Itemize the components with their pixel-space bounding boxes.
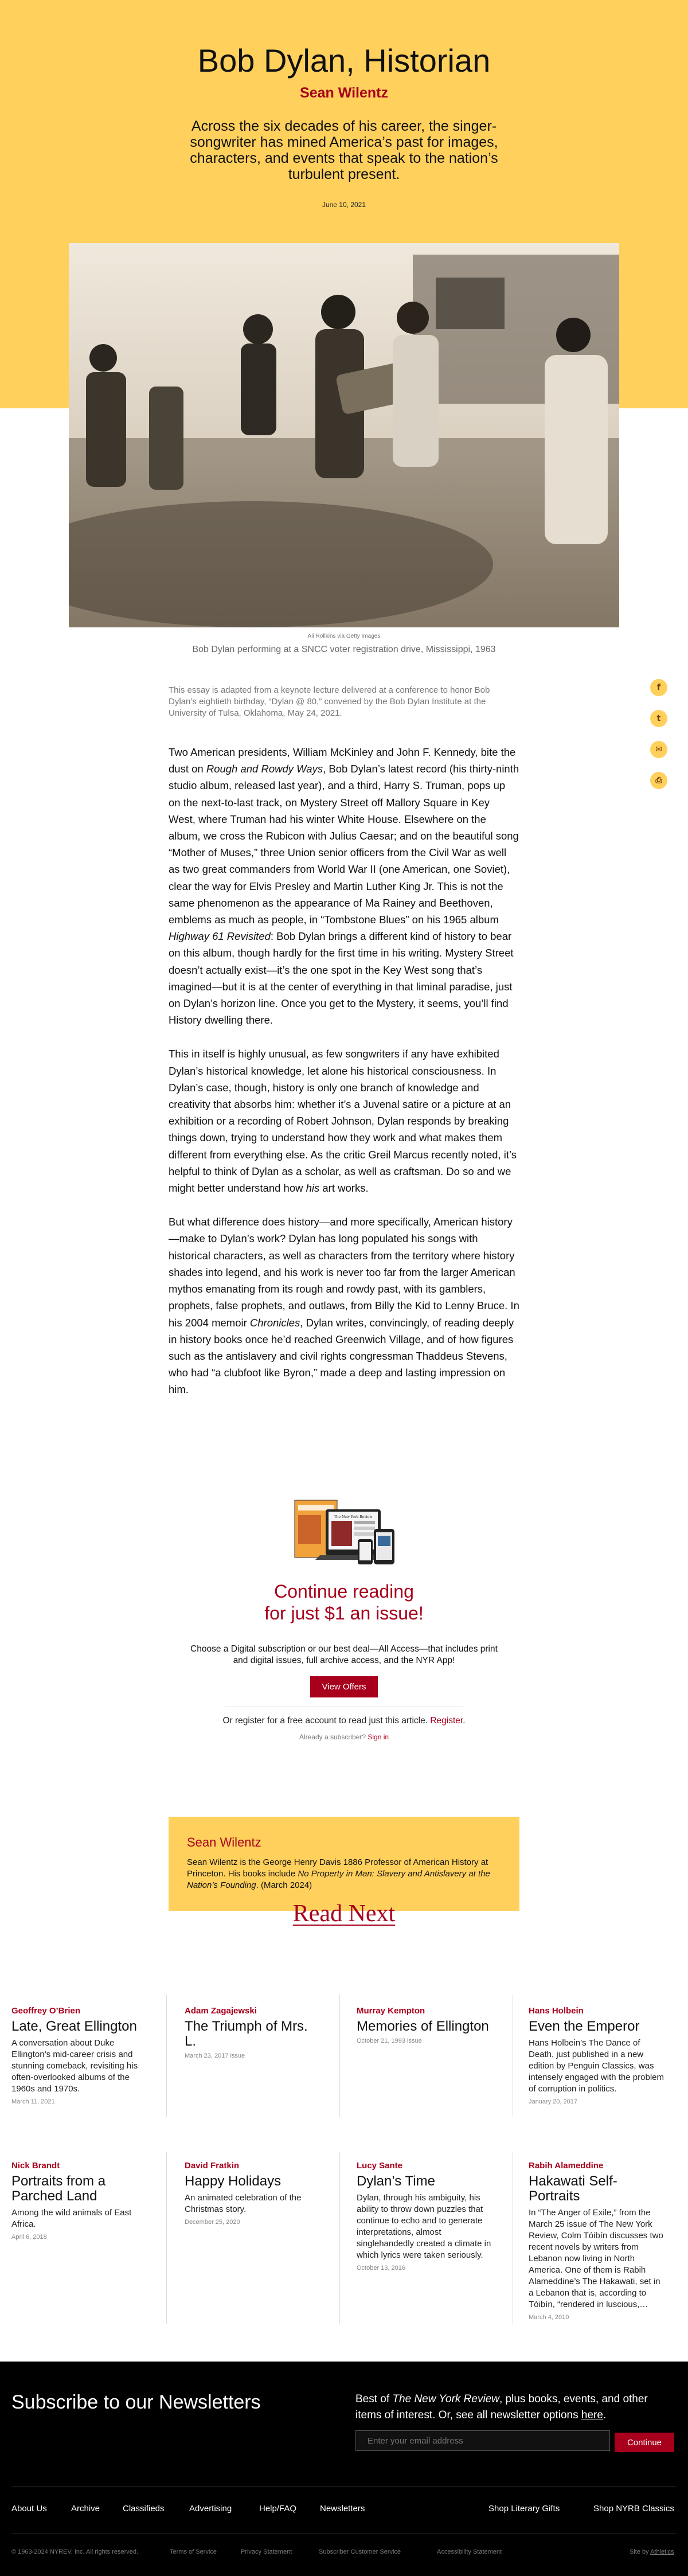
card-divider [339, 1995, 340, 2117]
twitter-share-icon[interactable]: t [650, 710, 667, 727]
view-offers-button[interactable]: View Offers [310, 1676, 378, 1697]
card-description: In “The Anger of Exile,” from the March 25 issue of The New York Review, Colm Tóibín discusses two recent novels by writers from Lebanon now living in North America. One of them is Rabih Alameddine’s The Hakawati, set in a Lebanon that is, according to Tóibín, “rendered in luscious,… [529, 2208, 663, 2309]
hero-photo [69, 243, 619, 627]
photo-image [69, 243, 619, 627]
footer-link-privacy[interactable]: Privacy Statement [241, 2548, 292, 2555]
card-author[interactable]: Nick Brandt [11, 2161, 60, 2171]
card-author[interactable]: David Fratkin [185, 2161, 240, 2171]
article-note: This essay is adapted from a keynote lecture delivered at a conference to honor Bob Dylan’s eightieth birthday, “Dylan @ 80,” convened by the Bob Dylan Institute at the University of Tulsa, Oklahoma, May 24, 2021. [169, 685, 490, 718]
card-date: December 25, 2020 [185, 2219, 240, 2226]
card-title[interactable]: Memories of Ellington [357, 2019, 489, 2034]
read-next-card[interactable] [185, 2161, 330, 2226]
card-date: October 13, 2016 [357, 2265, 406, 2271]
article-body [169, 744, 519, 1415]
facebook-share-icon[interactable]: f [650, 679, 667, 696]
photo-credit: Ali Rollkins via Getty Images [307, 633, 381, 639]
read-next-card[interactable] [185, 2006, 330, 2059]
card-date: March 11, 2021 [11, 2098, 55, 2105]
copyright-text: © 1963-2024 NYREV, Inc. All rights reserved. [11, 2548, 139, 2555]
card-title[interactable]: Even the Emperor [529, 2019, 640, 2034]
card-divider [166, 1995, 167, 2117]
read-next-heading: Read Next [292, 1900, 396, 1927]
card-date: March 23, 2017 issue [185, 2052, 245, 2059]
card-title[interactable]: Dylan’s Time [357, 2173, 435, 2189]
article-dek: Across the six decades of his career, the singer-songwriter has mined America’s past for images, characters, and events that speak to the nation’s turbulent present. [190, 118, 498, 182]
paywall-text: Choose a Digital subscription or our best deal—All Access—that includes print and digital issues, full archive access, and the NYR App! [190, 1644, 498, 1665]
photo-caption: Bob Dylan performing at a SNCC voter registration drive, Mississippi, 1963 [192, 645, 496, 654]
footer-link-customer-service[interactable]: Subscriber Customer Service [319, 2548, 401, 2555]
footer-link-advertising[interactable]: Advertising [189, 2504, 232, 2513]
card-description: A conversation about Duke Ellington’s mid-career crisis and stunning comeback, revisiting his often-overlooked albums of the 1960s and 1970s. [11, 2038, 138, 2094]
card-description: An animated celebration of the Christmas story. [185, 2193, 302, 2214]
card-title[interactable]: Happy Holidays [185, 2173, 282, 2189]
read-next-card[interactable] [357, 2006, 502, 2044]
paywall-fade [155, 1399, 533, 1491]
email-share-icon[interactable]: ✉ [650, 741, 667, 758]
article-title: Bob Dylan, Historian [197, 42, 491, 79]
article-paragraph: But what difference does history—and more specifically, American history—make to Dylan’s work? Dylan has long populated his songs with historical characters, as well as characters from the territory where history shades into legend, and his work is never too far from the larger American mythos emanating from its rough and rowdy past, with its gamblers, prophets, false prophets, and outlaws, from Billy the Kid to Lenny Bruce. In his 2004 memoir Chronicles, Dylan writes, convincingly, of reading deeply in history books once he’d reached Greenwich Village, and of how figures such as the antislavery and civil rights congressman Thaddeus Stevens, who had “a clubfoot like Byron,” made a deep and lasting impression on him. [169, 1216, 519, 1396]
read-next-card[interactable] [11, 2006, 157, 2105]
devices-illustration [290, 1496, 399, 1576]
footer-link-classifieds[interactable]: Classifieds [123, 2504, 165, 2513]
read-next-card[interactable] [357, 2161, 502, 2271]
card-title[interactable]: Hakawati Self-Portraits [529, 2173, 617, 2204]
footer-link-accessibility[interactable]: Accessibility Statement [437, 2548, 502, 2555]
card-author[interactable]: Hans Holbein [529, 2006, 584, 2016]
card-title[interactable]: Portraits from a Parched Land [11, 2173, 106, 2204]
card-author[interactable]: Rabih Alameddine [529, 2161, 604, 2171]
device-magazine-title: The New York Review [334, 1515, 373, 1519]
footer-link-archive[interactable]: Archive [71, 2504, 100, 2513]
card-title[interactable]: The Triumph of Mrs. L. [185, 2019, 308, 2049]
card-author[interactable]: Adam Zagajewski [185, 2006, 257, 2016]
article-author[interactable]: Sean Wilentz [300, 85, 388, 101]
footer-link-help[interactable]: Help/FAQ [259, 2504, 297, 2513]
bio-text: Sean Wilentz is the George Henry Davis 1886 Professor of American History at Princeton. His books include No Property in Man: Slavery and Antislavery at the Nation’s Founding. (March 2024) [187, 1857, 490, 1890]
print-icon[interactable]: ⎙ [650, 772, 667, 789]
newsletter-heading: Subscribe to our Newsletters [11, 2391, 261, 2413]
site-footer [0, 2362, 688, 2576]
article-paragraph: This in itself is highly unusual, as few songwriters if any have exhibited Dylan’s historical knowledge, let alone his historical consciousness. In Dylan’s case, though, history is only one branch of knowledge and creativity that absorbs him: whether it’s a Juvenal satire or a picture at an exhibition or a recording of Robert Johnson, Dylan responds by breaking things down, trying to understand how they work and what makes them different from everything else. As the critic Greil Marcus recently noted, it’s helpful to think of Dylan as a scholar, as well as craftsman. Do so and we might better understand how his art works. [169, 1048, 517, 1195]
register-link[interactable]: Register. [430, 1716, 466, 1726]
card-author[interactable]: Murray Kempton [357, 2006, 425, 2016]
publish-date: June 10, 2021 [322, 201, 366, 209]
newsletter-continue-button[interactable]: Continue [615, 2433, 674, 2452]
read-next-card[interactable] [529, 2161, 674, 2321]
footer-link-newsletters[interactable]: Newsletters [320, 2504, 365, 2513]
footer-link-terms[interactable]: Terms of Service [170, 2548, 217, 2555]
card-author[interactable]: Geoffrey O’Brien [11, 2006, 81, 2016]
card-date: October 21, 1993 issue [357, 2038, 422, 2044]
register-prompt: Or register for a free account to read just this article. Register. [222, 1716, 466, 1726]
footer-link-shop-classics[interactable]: Shop NYRB Classics [593, 2504, 674, 2513]
site-credit-link[interactable]: Athletics [650, 2548, 674, 2555]
card-description: Dylan, through his ambiguity, his ability to throw down puzzles that continue to echo and to generate interpretations, almost singlehandedly created a climate in which lyrics were taken seriously. [357, 2193, 491, 2260]
card-date: April 6, 2018 [11, 2234, 47, 2241]
read-next-card[interactable] [529, 2006, 674, 2105]
card-divider [166, 2152, 167, 2324]
card-date: January 20, 2017 [529, 2098, 578, 2105]
newsletter-text: Best of The New York Review, plus books, events, and other items of interest. Or, see all newsletter options here. [355, 2393, 648, 2421]
newsletter-options-link[interactable]: here [581, 2409, 603, 2421]
card-author[interactable]: Lucy Sante [357, 2161, 403, 2171]
site-credit: Site by Athletics [630, 2548, 674, 2555]
card-divider [339, 2152, 340, 2324]
card-title[interactable]: Late, Great Ellington [11, 2019, 137, 2034]
newsletter-email-input[interactable] [355, 2430, 610, 2451]
card-description: Among the wild animals of East Africa. [11, 2208, 132, 2229]
footer-link-shop-gifts[interactable]: Shop Literary Gifts [488, 2504, 560, 2513]
article-paragraph: Two American presidents, William McKinley and John F. Kennedy, bite the dust on Rough and Rowdy Ways, Bob Dylan’s latest record (his thirty-ninth studio album, released last year), and a third, Harry S. Truman, pops up on the next-to-last track, on Mystery Street off Mallory Square in Key West, where Truman had his winter White House. Elsewhere on the album, we cross the Rubicon with Julius Caesar; and on the beautiful song “Mother of Muses,” three Union senior officers from the Civil War as well as two great commanders from World War II (one American, one Soviet), clear the way for Elvis Presley and Martin Luther King Jr. This is not the same phenomenon as the appearance of Ma Rainey and Beethoven, emblems as much as people, in “Tombstone Blues” on his 1965 album Highway 61 Revisited: Bob Dylan brings a different kind of history to bear on this album, though hardly for the first time in his writing. Mystery Street doesn’t actually exist—it’s the one spot in the Key West song that’s imagined—but it is at the center of everything in that liminal paradise, just on Dylan’s horizon line. Once you get to the Mystery, it seems, you’ll find History dwelling there. [169, 746, 519, 1027]
bio-author-name[interactable]: Sean Wilentz [187, 1835, 261, 1849]
signin-prompt: Already a subscriber? Sign in [299, 1733, 389, 1741]
card-description: Hans Holbein’s The Dance of Death, just published in a new edition by Penguin Classics, was intensely engaged with the problem of corruption in politics. [529, 2038, 664, 2094]
card-date: March 4, 2010 [529, 2314, 569, 2321]
signin-link[interactable]: Sign in [368, 1733, 389, 1741]
footer-link-about[interactable]: About Us [11, 2504, 47, 2513]
author-bio [169, 1817, 519, 1911]
paywall-heading: Continue reading for just $1 an issue! [264, 1581, 424, 1623]
read-next-card[interactable] [11, 2161, 157, 2241]
